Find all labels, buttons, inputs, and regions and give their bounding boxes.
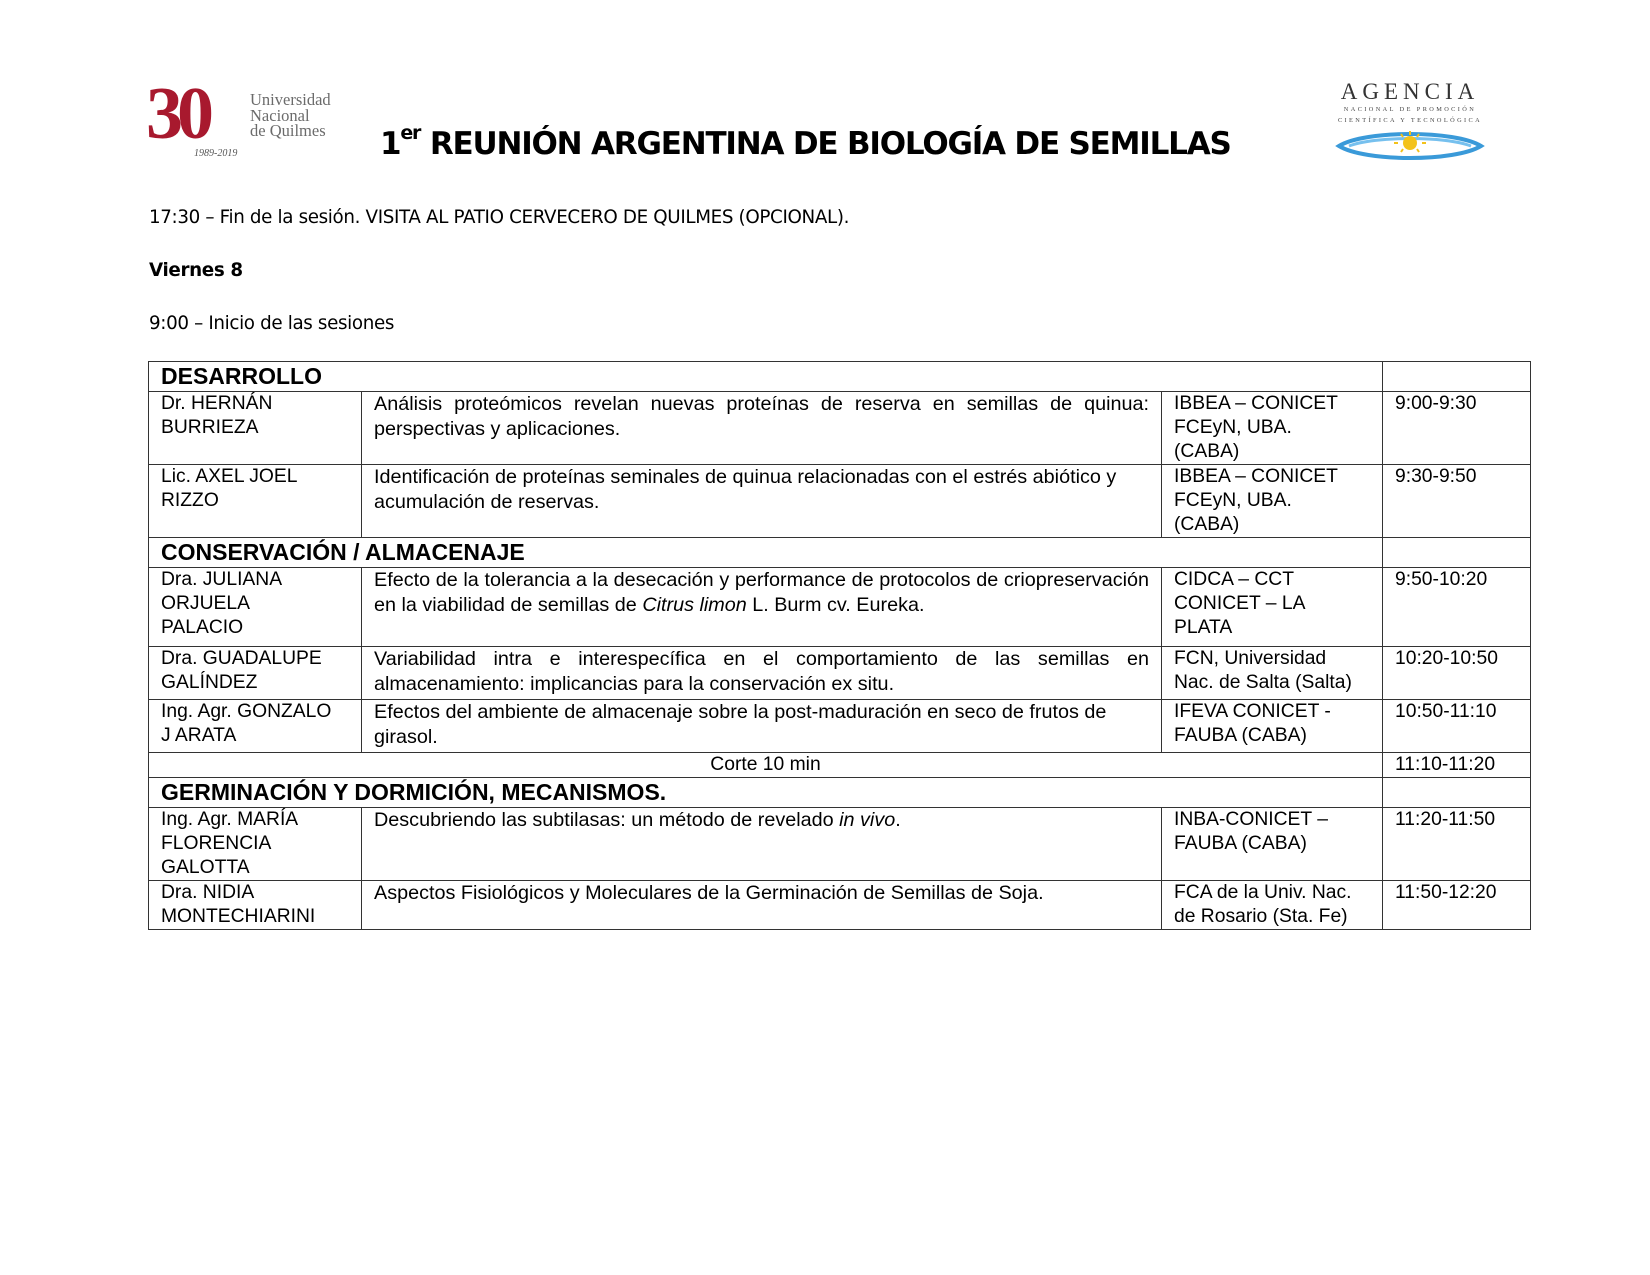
session-start-line: 9:00 – Inicio de las sesiones [149,313,395,334]
section-row [149,538,1531,568]
institution-line: (CABA) [1174,514,1240,535]
section-row [149,778,1531,808]
speaker-line: Dra. GUADALUPE [161,648,322,669]
institution-cell [1162,808,1383,881]
talk-title-cell: Efectos del ambiente de almacenaje sobre la post-maduración en seco de frutos de girasol. [362,700,1162,753]
title-number: 1 [380,126,401,162]
break-label: Corte 10 min [149,753,1383,778]
title-text: REUNIÓN ARGENTINA DE BIOLOGÍA DE SEMILLAS [420,126,1231,162]
agencia-logo-sub2: CIENTÍFICA Y TECNOLÓGICA [1337,117,1483,124]
speaker-line: PALACIO [161,617,244,638]
talk-title-cell [362,568,1162,647]
institution-line: IFEVA CONICET - [1174,701,1331,722]
logo-30-digits: 30 [146,73,208,155]
talk-title-italic: in vivo [839,809,896,831]
speaker-cell [149,568,362,647]
speaker-cell [149,465,362,538]
institution-line: INBA-CONICET – [1174,809,1328,830]
institution-line: FCEyN, UBA. [1174,417,1292,438]
speaker-line: MONTECHIARINI [161,906,316,927]
institution-cell [1162,568,1383,647]
speaker-line: Ing. Agr. GONZALO [161,701,332,722]
institution-line: FAUBA (CABA) [1174,833,1307,854]
table-row [149,647,1531,700]
time-cell: 10:50-11:10 [1383,700,1531,753]
speaker-line: GALOTTA [161,857,250,878]
speaker-cell [149,881,362,930]
speaker-line: RIZZO [161,490,219,511]
speaker-line: Dra. JULIANA [161,569,283,590]
institution-cell [1162,881,1383,930]
institution-line: FAUBA (CABA) [1174,725,1307,746]
institution-cell [1162,700,1383,753]
speaker-cell [149,700,362,753]
time-cell: 9:30-9:50 [1383,465,1531,538]
section-time-cell [1383,362,1531,392]
table-row [149,465,1531,538]
institution-line: PLATA [1174,617,1233,638]
institution-line: CONICET – LA [1174,593,1306,614]
logo-name-line2: Nacional [250,105,310,125]
table-row [149,881,1531,930]
section-time-cell [1383,538,1531,568]
speaker-line: Lic. AXEL JOEL [161,466,298,487]
table-row [149,700,1531,753]
document-title [380,122,1231,162]
institution-line: Nac. de Salta (Salta) [1174,672,1352,693]
speaker-cell [149,647,362,700]
institution-line: IBBEA – CONICET [1174,466,1338,487]
logo-name-line1: Universidad [250,90,331,109]
talk-title-text: L. Burm cv. Eureka. [746,593,925,616]
speaker-line: FLORENCIA [161,833,272,854]
break-row [149,753,1531,778]
agencia-logo-sub1: NACIONAL DE PROMOCIÓN [1343,106,1477,113]
institution-line: CIDCA – CCT [1174,569,1294,590]
time-cell: 10:20-10:50 [1383,647,1531,700]
institution-cell [1162,465,1383,538]
logo-name-line3: de Quilmes [250,121,326,140]
agencia-logo-name: AGENCIA [1340,79,1480,104]
talk-title-cell [362,808,1162,881]
speaker-cell [149,808,362,881]
logo-years: 1989-2019 [194,148,238,159]
section-row [149,362,1531,392]
institution-line: FCN, Universidad [1174,648,1327,669]
agencia-logo [1330,80,1490,170]
section-heading: CONSERVACIÓN / ALMACENAJE [149,538,1383,568]
talk-title-species: Citrus limon [642,593,747,616]
institution-line: FCEyN, UBA. [1174,490,1292,511]
speaker-cell [149,392,362,465]
time-cell: 9:50-10:20 [1383,568,1531,647]
speaker-line: J ARATA [161,725,237,746]
day-heading: Viernes 8 [149,260,243,281]
time-cell: 11:20-11:50 [1383,808,1531,881]
table-row [149,568,1531,647]
time-cell: 11:50-12:20 [1383,881,1531,930]
time-cell: 11:10-11:20 [1383,753,1531,778]
speaker-line: BURRIEZA [161,417,259,438]
section-heading: GERMINACIÓN Y DORMICIÓN, MECANISMOS. [149,778,1383,808]
institution-line: (CABA) [1174,441,1240,462]
agencia-sun-emblem-icon [1335,128,1485,164]
table-row [149,808,1531,881]
talk-title-text: Efecto de la tolerancia a la desecación y performance de protocolos de criopreservación en la viabilidad de semillas de [374,569,1149,616]
section-time-cell [1383,778,1531,808]
talk-title-text: . [895,809,901,831]
institution-cell [1162,392,1383,465]
talk-title-cell: Identificación de proteínas seminales de quinua relacionadas con el estrés abiótico y acumulación de reservas. [362,465,1162,538]
talk-title-cell: Análisis proteómicos revelan nuevas proteínas de reserva en semillas de quinua: perspectivas y aplicaciones. [362,392,1162,465]
speaker-line: GALÍNDEZ [161,672,258,693]
session-end-line: 17:30 – Fin de la sesión. VISITA AL PATIO CERVECERO DE QUILMES (OPCIONAL). [149,207,850,228]
talk-title-cell: Aspectos Fisiológicos y Moleculares de la Germinación de Semillas de Soja. [362,881,1162,930]
institution-line: FCA de la Univ. Nac. [1174,882,1352,903]
title-ordinal-sup: er [400,122,421,144]
institution-cell [1162,647,1383,700]
institution-line: IBBEA – CONICET [1174,393,1338,414]
speaker-line: Dr. HERNÁN [161,393,273,414]
speaker-line: Dra. NIDIA [161,882,255,903]
universidad-quilmes-logo [146,73,356,162]
institution-line: de Rosario (Sta. Fe) [1174,906,1348,927]
time-cell: 9:00-9:30 [1383,392,1531,465]
schedule-table [148,361,1531,930]
table-row [149,392,1531,465]
speaker-line: ORJUELA [161,593,250,614]
talk-title-cell: Variabilidad intra e interespecífica en el comportamiento de las semillas en almacenamiento: implicancias para la conservación ex situ. [362,647,1162,700]
section-heading: DESARROLLO [149,362,1383,392]
speaker-line: Ing. Agr. MARÍA [161,809,299,830]
logo-university-name [250,92,331,139]
talk-title-text: Descubriendo las subtilasas: un método de revelado [374,809,840,831]
